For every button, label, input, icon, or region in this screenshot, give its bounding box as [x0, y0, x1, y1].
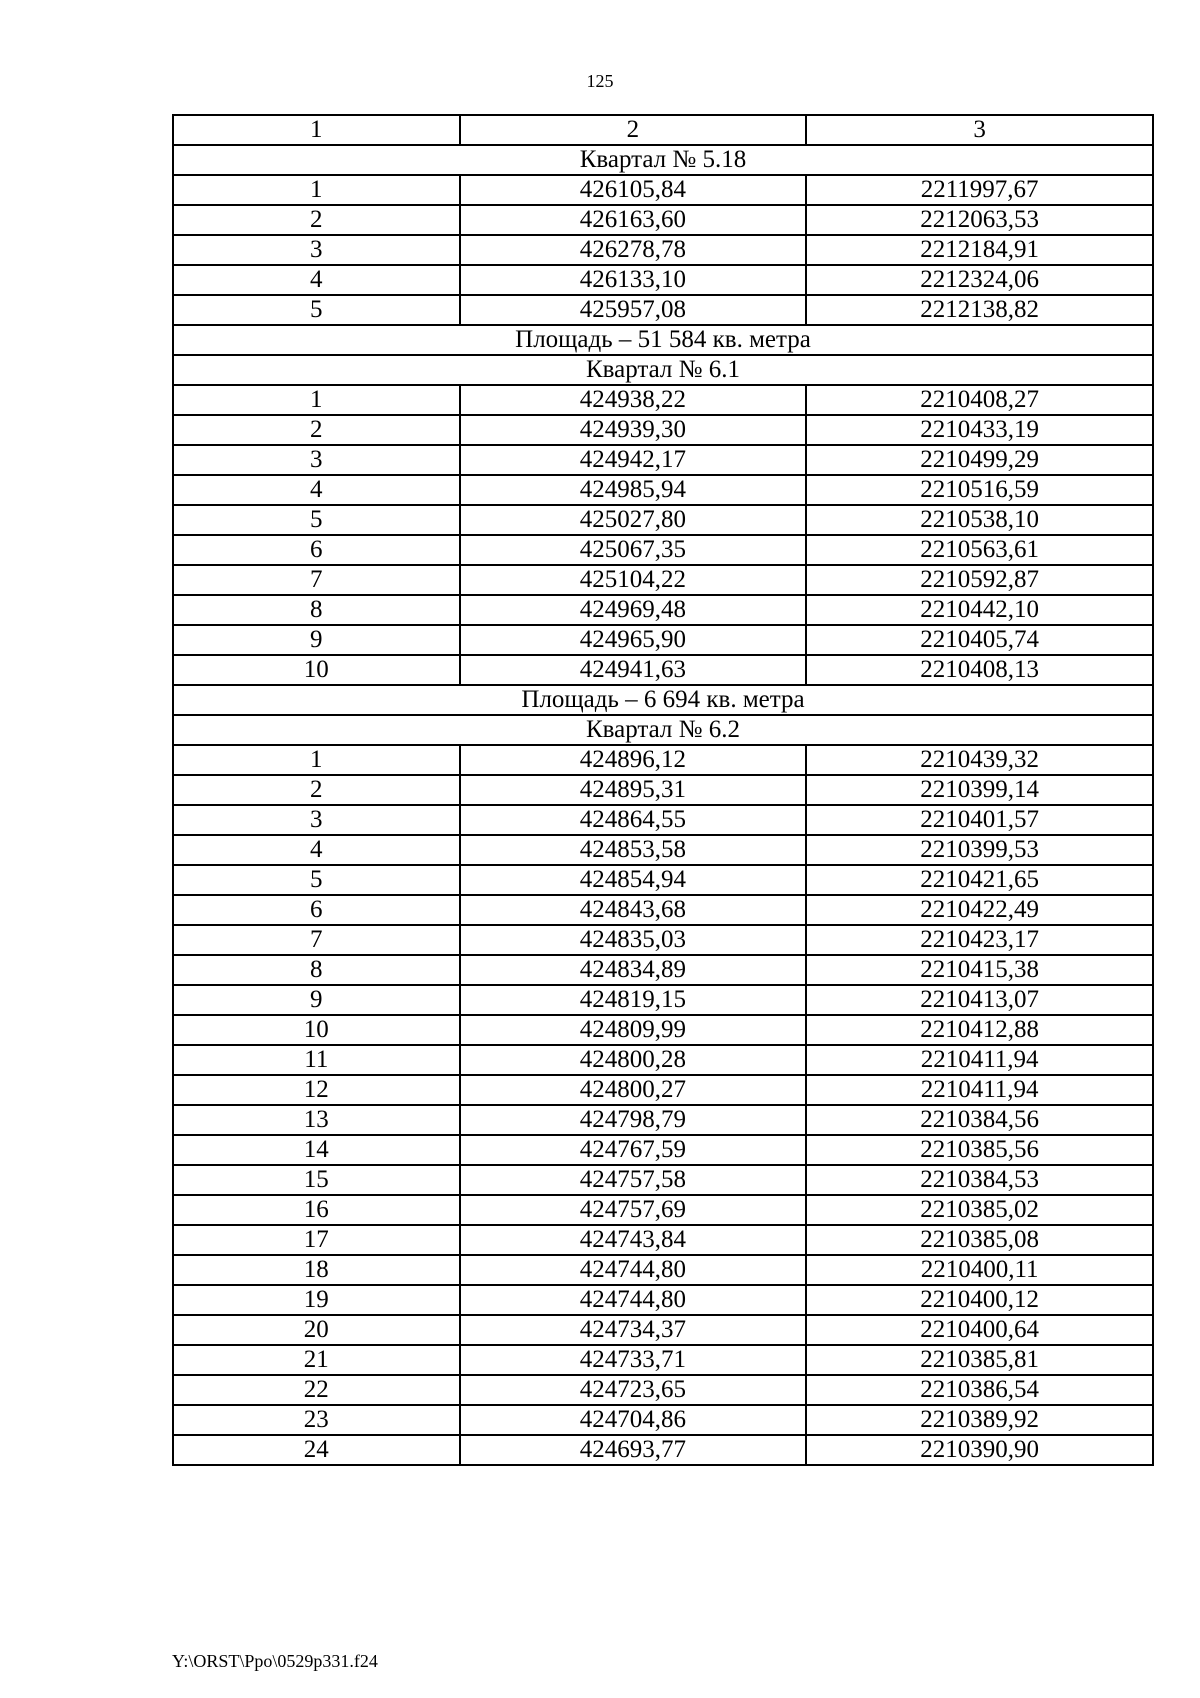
x-coordinate-cell: 424744,80 [460, 1255, 807, 1285]
section-heading: Квартал № 5.18 [173, 145, 1153, 175]
x-coordinate-cell: 426163,60 [460, 205, 807, 235]
point-number-cell: 2 [173, 415, 460, 445]
y-coordinate-cell: 2212184,91 [806, 235, 1153, 265]
point-number-cell: 15 [173, 1165, 460, 1195]
table-row [173, 775, 1153, 805]
table-row [173, 955, 1153, 985]
x-coordinate-cell: 424896,12 [460, 745, 807, 775]
x-coordinate-cell: 424723,65 [460, 1375, 807, 1405]
point-number-cell: 4 [173, 265, 460, 295]
point-number-cell: 20 [173, 1315, 460, 1345]
point-number-cell: 9 [173, 625, 460, 655]
table-row [173, 415, 1153, 445]
y-coordinate-cell: 2210400,11 [806, 1255, 1153, 1285]
table-row [173, 835, 1153, 865]
point-number-cell: 1 [173, 385, 460, 415]
x-coordinate-cell: 424743,84 [460, 1225, 807, 1255]
y-coordinate-cell: 2210400,12 [806, 1285, 1153, 1315]
point-number-cell: 2 [173, 205, 460, 235]
table-row [173, 235, 1153, 265]
x-coordinate-cell: 424819,15 [460, 985, 807, 1015]
y-coordinate-cell: 2210413,07 [806, 985, 1153, 1015]
section-row [173, 355, 1153, 385]
x-coordinate-cell: 424965,90 [460, 625, 807, 655]
x-coordinate-cell: 424854,94 [460, 865, 807, 895]
table-row [173, 925, 1153, 955]
y-coordinate-cell: 2210499,29 [806, 445, 1153, 475]
table-row [173, 1255, 1153, 1285]
table-row [173, 985, 1153, 1015]
y-coordinate-cell: 2210384,53 [806, 1165, 1153, 1195]
point-number-cell: 6 [173, 535, 460, 565]
point-number-cell: 11 [173, 1045, 460, 1075]
y-coordinate-cell: 2211997,67 [806, 175, 1153, 205]
header-cell-3: 3 [806, 115, 1153, 145]
y-coordinate-cell: 2210412,88 [806, 1015, 1153, 1045]
y-coordinate-cell: 2210400,64 [806, 1315, 1153, 1345]
page-number: 125 [586, 71, 614, 91]
table-row [173, 475, 1153, 505]
table-row [173, 895, 1153, 925]
table-header-row [173, 115, 1153, 145]
y-coordinate-cell: 2210439,32 [806, 745, 1153, 775]
y-coordinate-cell: 2210399,14 [806, 775, 1153, 805]
table-row [173, 205, 1153, 235]
table-row [173, 1015, 1153, 1045]
x-coordinate-cell: 424798,79 [460, 1105, 807, 1135]
point-number-cell: 2 [173, 775, 460, 805]
coordinates-table-body [173, 115, 1153, 1465]
point-number-cell: 4 [173, 835, 460, 865]
y-coordinate-cell: 2210385,02 [806, 1195, 1153, 1225]
y-coordinate-cell: 2210563,61 [806, 535, 1153, 565]
table-row [173, 295, 1153, 325]
table-row [173, 1345, 1153, 1375]
section-row [173, 325, 1153, 355]
y-coordinate-cell: 2212324,06 [806, 265, 1153, 295]
point-number-cell: 10 [173, 655, 460, 685]
table-row [173, 175, 1153, 205]
point-number-cell: 8 [173, 955, 460, 985]
header-cell-2: 2 [460, 115, 807, 145]
x-coordinate-cell: 424985,94 [460, 475, 807, 505]
x-coordinate-cell: 424864,55 [460, 805, 807, 835]
y-coordinate-cell: 2210421,65 [806, 865, 1153, 895]
x-coordinate-cell: 424941,63 [460, 655, 807, 685]
x-coordinate-cell: 424969,48 [460, 595, 807, 625]
x-coordinate-cell: 424704,86 [460, 1405, 807, 1435]
table-row [173, 1375, 1153, 1405]
table-row [173, 1045, 1153, 1075]
y-coordinate-cell: 2210516,59 [806, 475, 1153, 505]
table-row [173, 505, 1153, 535]
table-row [173, 445, 1153, 475]
section-row [173, 145, 1153, 175]
y-coordinate-cell: 2210399,53 [806, 835, 1153, 865]
footer-file-path: Y:\ORST\Ppo\0529p331.f24 [172, 1651, 378, 1671]
y-coordinate-cell: 2212063,53 [806, 205, 1153, 235]
point-number-cell: 18 [173, 1255, 460, 1285]
x-coordinate-cell: 425027,80 [460, 505, 807, 535]
table-row [173, 265, 1153, 295]
table-row [173, 745, 1153, 775]
point-number-cell: 5 [173, 295, 460, 325]
y-coordinate-cell: 2210408,27 [806, 385, 1153, 415]
y-coordinate-cell: 2210411,94 [806, 1075, 1153, 1105]
x-coordinate-cell: 425104,22 [460, 565, 807, 595]
x-coordinate-cell: 424800,27 [460, 1075, 807, 1105]
point-number-cell: 3 [173, 235, 460, 265]
point-number-cell: 17 [173, 1225, 460, 1255]
y-coordinate-cell: 2210538,10 [806, 505, 1153, 535]
y-coordinate-cell: 2210389,92 [806, 1405, 1153, 1435]
x-coordinate-cell: 424938,22 [460, 385, 807, 415]
table-row [173, 1105, 1153, 1135]
point-number-cell: 1 [173, 175, 460, 205]
x-coordinate-cell: 424800,28 [460, 1045, 807, 1075]
x-coordinate-cell: 424834,89 [460, 955, 807, 985]
point-number-cell: 9 [173, 985, 460, 1015]
x-coordinate-cell: 424853,58 [460, 835, 807, 865]
table-row [173, 565, 1153, 595]
point-number-cell: 16 [173, 1195, 460, 1225]
table-row [173, 1315, 1153, 1345]
table-row [173, 1435, 1153, 1465]
y-coordinate-cell: 2210408,13 [806, 655, 1153, 685]
point-number-cell: 7 [173, 565, 460, 595]
x-coordinate-cell: 425957,08 [460, 295, 807, 325]
x-coordinate-cell: 424895,31 [460, 775, 807, 805]
point-number-cell: 12 [173, 1075, 460, 1105]
x-coordinate-cell: 426105,84 [460, 175, 807, 205]
y-coordinate-cell: 2210385,08 [806, 1225, 1153, 1255]
y-coordinate-cell: 2210433,19 [806, 415, 1153, 445]
section-heading: Площадь – 6 694 кв. метра [173, 685, 1153, 715]
x-coordinate-cell: 424733,71 [460, 1345, 807, 1375]
y-coordinate-cell: 2210423,17 [806, 925, 1153, 955]
table-row [173, 865, 1153, 895]
table-row [173, 1285, 1153, 1315]
section-heading: Квартал № 6.2 [173, 715, 1153, 745]
table-row [173, 595, 1153, 625]
x-coordinate-cell: 424843,68 [460, 895, 807, 925]
point-number-cell: 24 [173, 1435, 460, 1465]
x-coordinate-cell: 424693,77 [460, 1435, 807, 1465]
x-coordinate-cell: 424744,80 [460, 1285, 807, 1315]
point-number-cell: 22 [173, 1375, 460, 1405]
x-coordinate-cell: 426133,10 [460, 265, 807, 295]
table-row [173, 805, 1153, 835]
section-row [173, 715, 1153, 745]
y-coordinate-cell: 2210385,56 [806, 1135, 1153, 1165]
section-heading: Площадь – 51 584 кв. метра [173, 325, 1153, 355]
table-row [173, 625, 1153, 655]
point-number-cell: 1 [173, 745, 460, 775]
y-coordinate-cell: 2210411,94 [806, 1045, 1153, 1075]
point-number-cell: 19 [173, 1285, 460, 1315]
table-row [173, 1405, 1153, 1435]
point-number-cell: 23 [173, 1405, 460, 1435]
y-coordinate-cell: 2210422,49 [806, 895, 1153, 925]
point-number-cell: 7 [173, 925, 460, 955]
point-number-cell: 14 [173, 1135, 460, 1165]
table-row [173, 655, 1153, 685]
y-coordinate-cell: 2210592,87 [806, 565, 1153, 595]
y-coordinate-cell: 2210386,54 [806, 1375, 1153, 1405]
table-row [173, 1075, 1153, 1105]
point-number-cell: 3 [173, 805, 460, 835]
x-coordinate-cell: 424939,30 [460, 415, 807, 445]
table-row [173, 535, 1153, 565]
header-cell-1: 1 [173, 115, 460, 145]
y-coordinate-cell: 2210385,81 [806, 1345, 1153, 1375]
point-number-cell: 13 [173, 1105, 460, 1135]
x-coordinate-cell: 424809,99 [460, 1015, 807, 1045]
point-number-cell: 8 [173, 595, 460, 625]
point-number-cell: 5 [173, 505, 460, 535]
y-coordinate-cell: 2212138,82 [806, 295, 1153, 325]
point-number-cell: 4 [173, 475, 460, 505]
y-coordinate-cell: 2210442,10 [806, 595, 1153, 625]
x-coordinate-cell: 424767,59 [460, 1135, 807, 1165]
y-coordinate-cell: 2210401,57 [806, 805, 1153, 835]
x-coordinate-cell: 424942,17 [460, 445, 807, 475]
x-coordinate-cell: 425067,35 [460, 535, 807, 565]
point-number-cell: 5 [173, 865, 460, 895]
table-row [173, 1195, 1153, 1225]
section-row [173, 685, 1153, 715]
table-row [173, 1165, 1153, 1195]
point-number-cell: 3 [173, 445, 460, 475]
coordinates-table [172, 114, 1154, 1466]
point-number-cell: 10 [173, 1015, 460, 1045]
x-coordinate-cell: 426278,78 [460, 235, 807, 265]
point-number-cell: 6 [173, 895, 460, 925]
x-coordinate-cell: 424734,37 [460, 1315, 807, 1345]
section-heading: Квартал № 6.1 [173, 355, 1153, 385]
table-row [173, 385, 1153, 415]
x-coordinate-cell: 424757,69 [460, 1195, 807, 1225]
y-coordinate-cell: 2210415,38 [806, 955, 1153, 985]
point-number-cell: 21 [173, 1345, 460, 1375]
y-coordinate-cell: 2210405,74 [806, 625, 1153, 655]
x-coordinate-cell: 424835,03 [460, 925, 807, 955]
table-row [173, 1225, 1153, 1255]
table-row [173, 1135, 1153, 1165]
x-coordinate-cell: 424757,58 [460, 1165, 807, 1195]
y-coordinate-cell: 2210384,56 [806, 1105, 1153, 1135]
y-coordinate-cell: 2210390,90 [806, 1435, 1153, 1465]
